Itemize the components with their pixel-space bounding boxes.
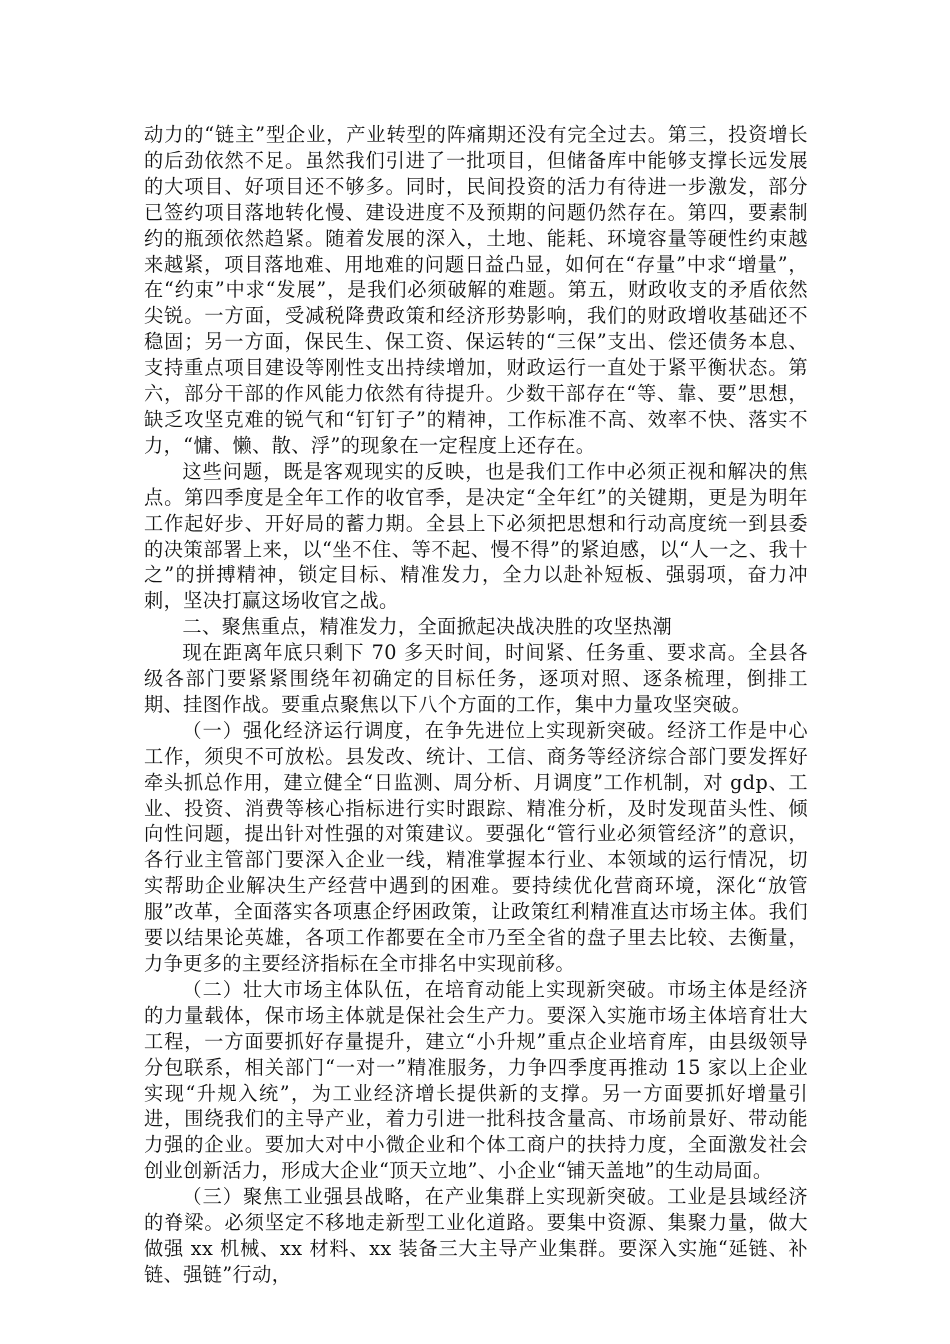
section-heading: 二、聚焦重点，精准发力，全面掀起决战决胜的攻坚热潮 (182, 615, 673, 639)
document-page (144, 122, 808, 1288)
body-paragraph: 动力的“链主”型企业，产业转型的阵痛期还没有完全过去。第三，投资增长的后劲依然不足。虽然我们引进了一批项目，但储备库中能够支撑长远发展的大项目、好项目还不够多。同时，民间投资的活力有待进一步激发，部分已签约项目落地转化慢、建设进度不及预期的问题仍然存在。第四，要素制约的瓶颈依然趋紧。随着发展的深入，土地、能耗、环境容量等硬性约束越来越紧，项目落地难、用地难的问题日益凸显，如何在“存量”中求“增量”，在“约束”中求“发展”，是我们必须破解的难题。第五，财政收支的矛盾依然尖锐。一方面，受减税降费政策和经济形势影响，我们的财政增收基础还不稳固；另一方面，保民生、保工资、保运转的“三保”支出、偿还债务本息、支持重点项目建设等刚性支出持续增加，财政运行一直处于紧平衡状态。第六，部分干部的作风能力依然有待提升。少数干部存在“等、靠、要”思想，缺乏攻坚克难的锐气和“钉钉子”的精神，工作标准不高、效率不快、落实不力，“慵、懒、散、浮”的现象在一定程度上还存在。 (144, 123, 808, 457)
body-paragraph: 这些问题，既是客观现实的反映，也是我们工作中必须正视和解决的焦点。第四季度是全年工作的收官季，是决定“全年红”的关键期，更是为明年工作起好步、开好局的蓄力期。全县上下必须把思想和行动高度统一到县委的决策部署上来，以“坐不住、等不起、慢不得”的紧迫感，以“人一之、我十之”的拼搏精神，锁定目标、精准发力，全力以赴补短板、强弱项，奋力冲刺，坚决打赢这场收官之战。 (144, 459, 808, 613)
body-paragraph: （二）壮大市场主体队伍，在培育动能上实现新突破。市场主体是经济的力量载体，保市场主体就是保社会生产力。要深入实施市场主体培育壮大工程，一方面要抓好存量提升，建立“小升规”重点企业培育库，由县级领导分包联系，相关部门“一对一”精准服务，力争四季度再推动 15 家以上企业实现“升规入统”，为工业经济增长提供新的支撑。另一方面要抓好增量引进，围绕我们的主导产业，着力引进一批科技含量高、市场前景好、带动能力强的企业。要加大对中小微企业和个体工商户的扶持力度，全面激发社会创业创新活力，形成大企业“顶天立地”、小企业“铺天盖地”的生动局面。 (144, 977, 808, 1183)
body-paragraph: （三）聚焦工业强县战略，在产业集群上实现新突破。工业是县域经济的脊梁。必须坚定不移地走新型工业化道路。要集中资源、集聚力量，做大做强 xx 机械、xx 材料、xx 装备三大主导产业集群。要深入实施“延链、补链、强链”行动， (144, 1185, 808, 1286)
body-paragraph: （一）强化经济运行调度，在争先进位上实现新突破。经济工作是中心工作，须臾不可放松。县发改、统计、工信、商务等经济综合部门要发挥好牵头抓总作用，建立健全“日监测、周分析、月调度”工作机制，对 gdp、工业、投资、消费等核心指标进行实时跟踪、精准分析，及时发现苗头性、倾向性问题，提出针对性强的对策建议。要强化“管行业必须管经济”的意识，各行业主管部门要深入企业一线，精准掌握本行业、本领域的运行情况，切实帮助企业解决生产经营中遇到的困难。要持续优化营商环境，深化“放管服”改革，全面落实各项惠企纾困政策，让政策红利精准直达市场主体。我们要以结果论英雄，各项工作都要在全市乃至全省的盘子里去比较、去衡量，力争更多的主要经济指标在全市排名中实现前移。 (144, 718, 808, 975)
body-paragraph: 现在距离年底只剩下 70 多天时间，时间紧、任务重、要求高。全县各级各部门要紧紧围绕年初确定的目标任务，逐项对照、逐条梳理，倒排工期、挂图作战。要重点聚焦以下八个方面的工作，集中力量攻坚突破。 (144, 641, 808, 716)
